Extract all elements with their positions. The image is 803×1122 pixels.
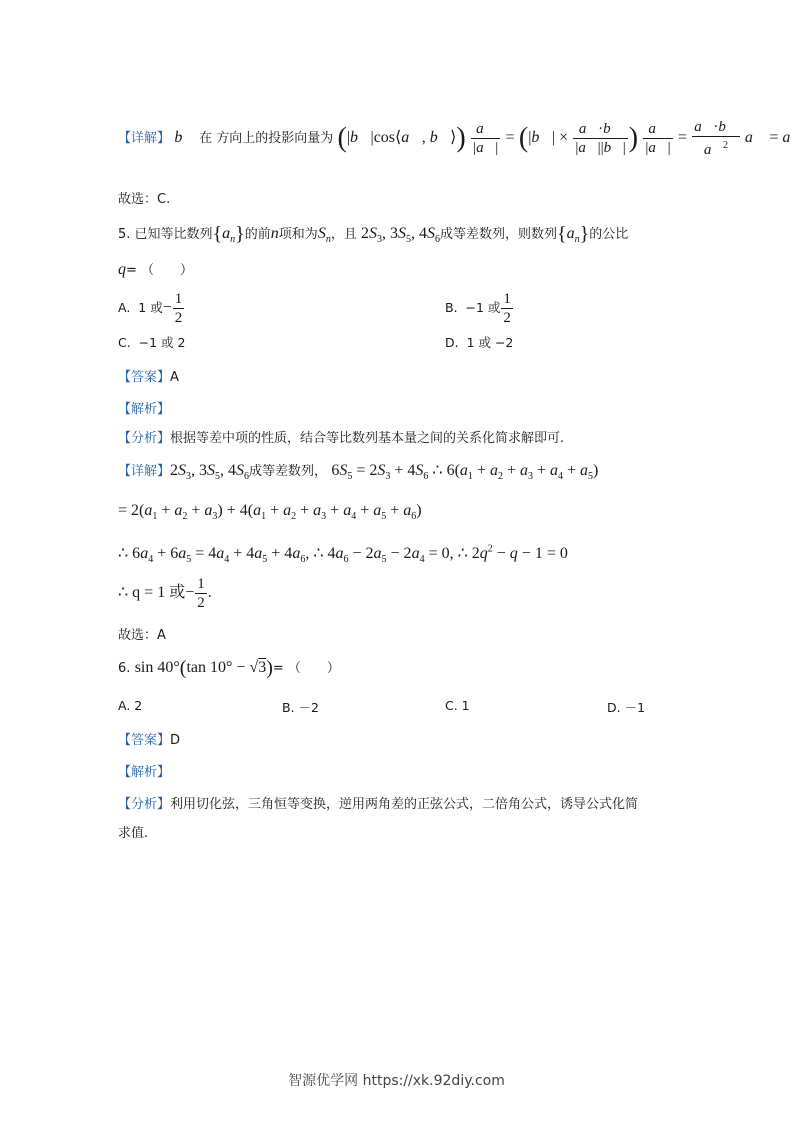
q6-answer <box>118 729 180 748</box>
q6-analysis-tag: 【解析】 <box>118 765 171 780</box>
frac-a-over-abs-a-2: $\frac{a⃗}{|a⃗|}$ <box>645 121 671 156</box>
frac-dot-over-a2: $\frac{a⃗\cdot b⃗}{a⃗^2}$ <box>694 119 738 158</box>
q5-option-b[interactable] <box>445 290 514 327</box>
footer-watermark: 智源优学网 https://xk.92diy.com <box>288 1073 505 1089</box>
q5-conclusion-text: ∴ q = 1 或 <box>118 584 186 601</box>
frac-one-half-b: $\frac{1}{2}$ <box>503 291 511 326</box>
q5-answer-value: A <box>170 370 179 385</box>
q5-option-c-text: −1 或 2 <box>138 335 186 350</box>
q5-stem-b: 的前 <box>244 227 271 242</box>
formula-abs-b: |b⃗|cos⟨a⃗, b⃗⟩ <box>346 129 457 146</box>
q5-option-c[interactable] <box>118 333 185 351</box>
q6-fenxi-line2: 求值. <box>118 826 149 841</box>
detail-text: 在 方向上的投影向量为 <box>199 131 334 146</box>
q5-option-c-label: C. <box>118 335 131 350</box>
q5-option-d-text: 1 或 −2 <box>466 335 514 350</box>
q6-option-b[interactable]: B. －2 <box>282 700 319 715</box>
formula-paren-open: ( <box>337 122 347 154</box>
q5-option-d-label: D. <box>445 335 459 350</box>
frac-a-over-abs-a: $\frac{a⃗}{|a⃗|}$ <box>473 121 499 156</box>
q5-stem-e: 成等差数列，则数列 <box>439 227 557 242</box>
q5-answer-tag: 【答案】 <box>118 370 171 385</box>
q5-detail-line3: ∴ $6a_4 + 6a_5 = 4a_4 + 4a_5 + 4a_6$, ∴ $4a_6 - 2a_5 - 2a_4 = 0$, ∴ $2q^2 - q - 1 = 0$ <box>118 543 568 566</box>
q6-number: 6. <box>118 661 131 676</box>
choose-c: 故选：C. <box>118 192 171 207</box>
detail-projection-line: 【详解】 b⃗ 在 方向上的投影向量为 (|b⃗|cos⟨a⃗, b⃗⟩) $\frac{a⃗}{|a⃗|}$ = (|b⃗| × $\frac{a⃗\cdot b⃗}{|a⃗||b⃗|}$ ) $\frac{a⃗}{|a⃗|}$ = $\frac{a⃗\cdot b⃗}{a⃗^2}$ a⃗ = a⃗ <box>118 119 803 158</box>
q5-analysis-tag: 【解析】 <box>118 402 171 417</box>
q5-stem-line2: q= （ ） <box>118 261 194 278</box>
q5-detail-line2: = $2(a_1 + a_2 + a_3) + 4(a_1 + a_2 + a_3 + a_4 + a_5 + a_6)$ <box>118 502 422 523</box>
q5-choose: 故选：A <box>118 628 166 643</box>
q5-option-a-text: 1 或 <box>138 300 163 315</box>
q5-stem-f: 的公比 <box>589 227 629 242</box>
q5-option-d[interactable] <box>445 333 513 351</box>
frac-one-half-c: $\frac{1}{2}$ <box>197 576 205 611</box>
q5-fenxi-tag: 【分析】 <box>118 431 171 446</box>
q5-stem-a: 已知等比数列 <box>134 227 213 242</box>
q6-answer-value: D <box>170 733 181 748</box>
frac-one-half: $\frac{1}{2}$ <box>174 291 183 326</box>
q5-detail-mid: 成等差数列， <box>249 464 328 479</box>
q6-fenxi <box>118 793 638 812</box>
detail-tag: 【详解】 <box>118 131 171 146</box>
q5-option-a[interactable]: A. 1 或− $\frac{1}{2}$ <box>118 291 183 326</box>
q5-detail-line1: 【详解】$2S_3$, $3S_5$, $4S_6$成等差数列， $6S_5 = 2S_3 + 4S_6$ ∴ $6(a_1 + a_2 + a_3 + a_4 + a_5)$ <box>118 462 599 483</box>
q5-stem: 5. 已知等比数列$\{a_n\}$的前n项和为$S_n$，且 $2S_3$, $3S_5$, $4S_6$成等差数列，则数列$\{a_n\}$的公比 <box>118 223 629 246</box>
q5-detail-tag: 【详解】 <box>118 464 171 479</box>
q5-stem-d: ，且 <box>330 227 357 242</box>
q6-tail: = （ ） <box>272 661 340 676</box>
q5-number: 5. <box>118 227 131 242</box>
q5-answer <box>118 366 179 385</box>
q5-stem-paren: = （ ） <box>126 263 194 278</box>
q6-option-d[interactable]: D. －1 <box>607 700 646 715</box>
vector-b: b⃗ <box>174 129 195 146</box>
q5-conclusion: ∴ q = 1 或− $\frac{1}{2}$ . <box>118 576 212 611</box>
q6-fenxi-tag: 【分析】 <box>118 797 171 812</box>
q6-fenxi-text: 利用切化弦，三角恒等变换，逆用两角差的正弦公式，二倍角公式，诱导公式化简 <box>170 797 639 812</box>
q6-stem: 6. sin 40°(tan 10° − √3)= （ ） <box>118 657 340 679</box>
q6-answer-tag: 【答案】 <box>118 733 171 748</box>
q6-option-a[interactable]: A. 2 <box>118 698 143 713</box>
q5-option-a-label: A. <box>118 300 131 315</box>
q5-option-b-label: B. <box>445 300 458 315</box>
q5-fenxi <box>118 427 564 446</box>
q6-option-c[interactable]: C. 1 <box>445 698 470 713</box>
q5-stem-c: 项和为 <box>278 227 318 242</box>
frac-dot-product: $\frac{a⃗\cdot b⃗}{|a⃗||b⃗|}$ <box>575 121 626 156</box>
q5-option-b-text: −1 或 <box>465 300 501 315</box>
q5-fenxi-text: 根据等差中项的性质，结合等比数列基本量之间的关系化简求解即可. <box>170 431 565 446</box>
